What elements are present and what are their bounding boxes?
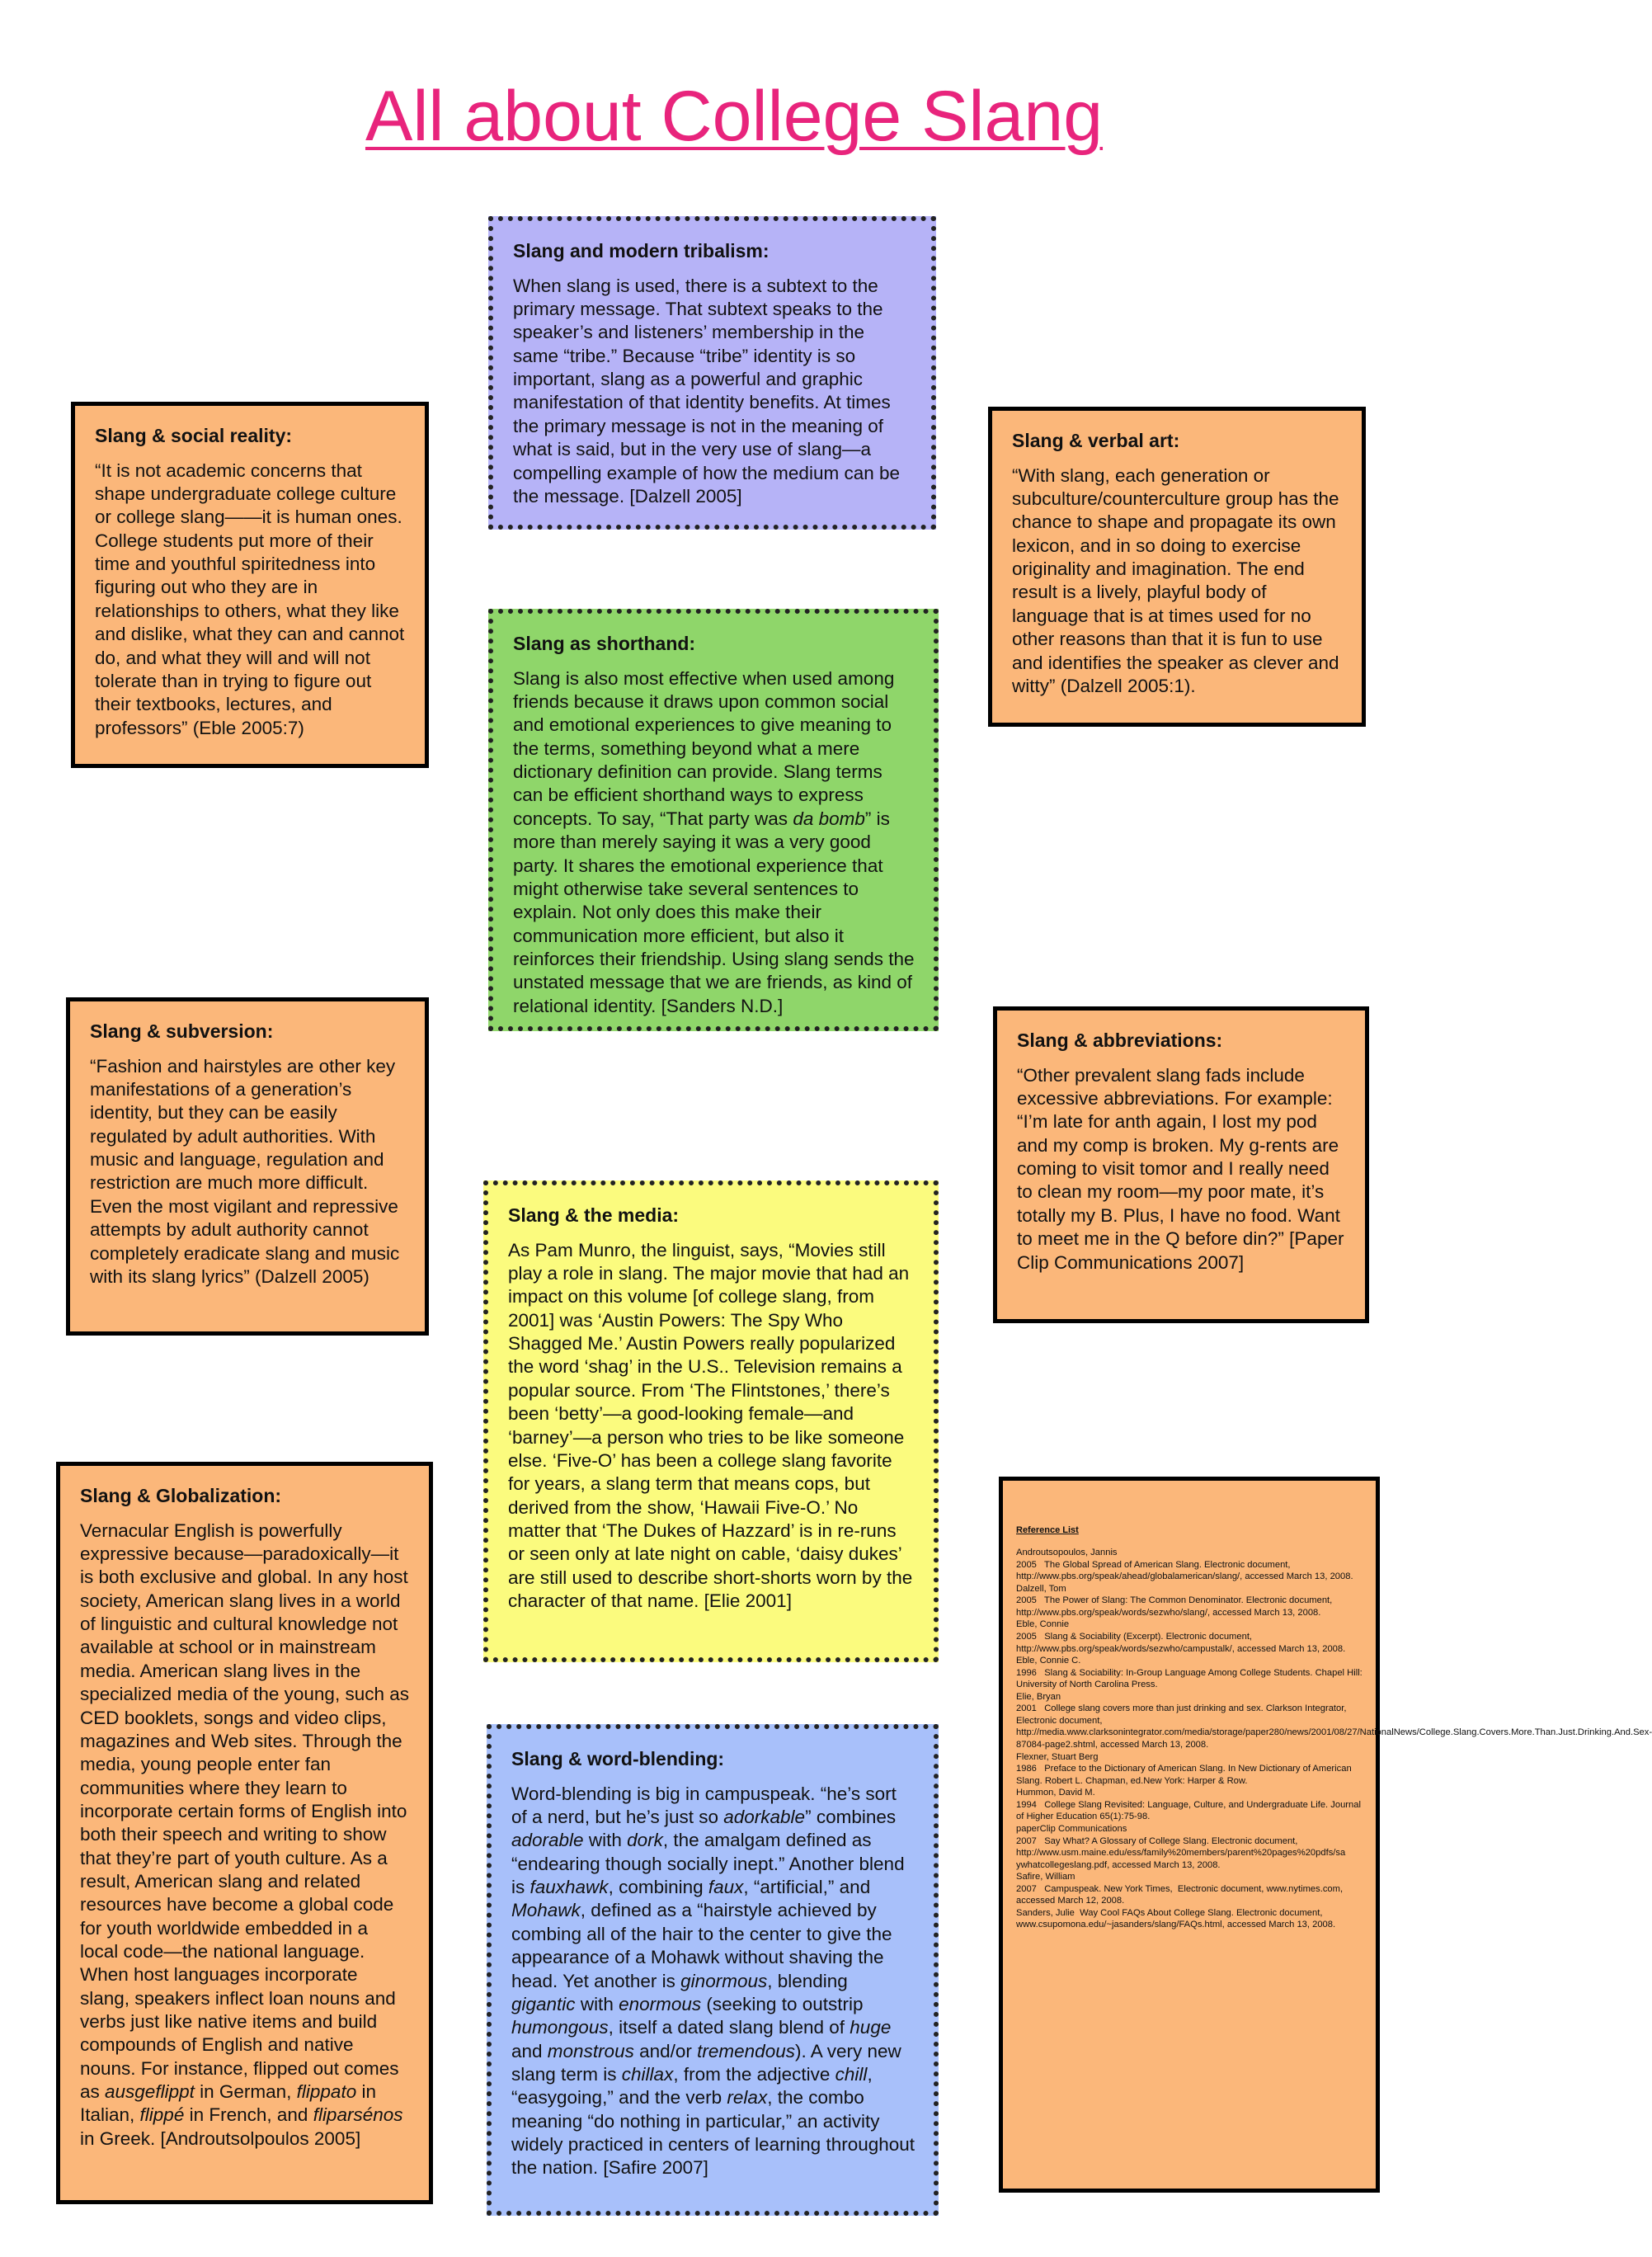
box-references <box>999 1477 1652 2193</box>
reference-line: 2005 The Global Spread of American Slang. Electronic document, http://www.pbs.org/speak/ahead/globalamerican/slang/, accessed March 13, 2008. <box>1016 1559 1353 1582</box>
reference-line: Flexner, Stuart Berg <box>1016 1751 1099 1762</box>
box-heading: Slang & abbreviations: <box>1017 1030 1223 1051</box>
reference-line: 2005 Slang & Sociability (Excerpt). Electronic document, http://www.pbs.org/speak/words/sezwho/campustalk/, accessed March 13, 2008. <box>1016 1631 1346 1654</box>
reference-line: Hummon, David M. <box>1016 1788 1095 1798</box>
box-globalization <box>56 1462 433 2204</box>
box-body: “With slang, each generation or subculture/counterculture group has the chance to shape and propagate its own lexicon, and in so doing to exercise originality and imagination. The end result is a lively, playful body of language that is at times used for no other reasons than that it is fun to use and identifies the speaker as clever and witty” (Dalzell 2005:1). <box>1012 464 1339 696</box>
box-subversion <box>66 997 429 1336</box>
box-modern-tribalism <box>488 216 936 530</box>
reference-line: Eble, Connie <box>1016 1619 1070 1630</box>
box-body: Slang is also most effective when used among friends because it draws upon common social and emotional experiences to give meaning to the terms, something beyond what a mere dictionary definition can provide. Slang terms can be efficient shorthand ways to express concepts. To say, “That party was da bomb” is more than merely saying it was a very good party. It shares the emotional experience that might otherwise take several sentences to explain. Not only does this make their communication more efficient, but also it reinforces their friendship. Using slang sends the unstated message that we are friends, as kind of relational identity. [Sanders N.D.] <box>513 667 915 1016</box>
box-heading: Slang & the media: <box>508 1204 680 1226</box>
reference-line: Elie, Bryan <box>1016 1691 1061 1702</box>
box-heading: Slang & word-blending: <box>511 1748 725 1769</box>
box-body: “Other prevalent slang fads include excessive abbreviations. For example: “I’m late for anth again, I lost my pod and my comp is broken. My g-rents are coming to visit tomor and I really need to clean my room—my poor mate, it’s totally my B. Plus, I have no food. Want to meet me in the Q before din?” [Paper Clip Communications 2007] <box>1017 1064 1344 1273</box>
box-heading: Slang and modern tribalism: <box>513 240 770 262</box>
reference-heading: Reference List <box>1016 1525 1079 1535</box>
box-body: When slang is used, there is a subtext to the primary message. That subtext speaks to the speaker’s and listeners’ membership in the same “tribe.” Because “tribe” identity is so important, slang as a powerful and graphic manifestation of that identity benefits. At times the primary message is not in the meaning of what is said, but in the very use of slang—a compelling example of how the medium can be the message. [Dalzell 2005] <box>513 275 901 507</box>
box-body: As Pam Munro, the linguist, says, “Movies still play a role in slang. The major movie that had an impact on this volume [of college slang, from 2001] was ‘Austin Powers: The Spy Who Shagged Me.’ Austin Powers really popularized the word ‘shag’ in the U.S.. Television remains a popular source. From ‘The Flintstones,’ there’s been ‘betty’—a good-looking female—and ‘barney’—a person who tries to be like someone else. ‘Five-O’ has been a college slang favorite for years, a slang term that means cops, but derived from the show, ‘Hawaii Five-O.’ No matter that ‘The Dukes of Hazzard’ is in re-runs or seen only at late night on cable, ‘daisy dukes’ are still used to describe short-shorts worn by the character of that name. [Elie 2001] <box>508 1239 913 1611</box>
reference-line: 2007 Campuspeak. New York Times, Electronic document, www.nytimes.com, accessed March 12, 2008. <box>1016 1883 1346 1906</box>
reference-line: 2001 College slang covers more than just drinking and sex. Clarkson Integrator, Electronic document, http://media.www.clarksonintegrator.com/media/storage/paper280/news/2001/08/27/NationalNews/College.Slang.Covers.More.Than.Just.Drinking.And.Sex-87084-page2.shtml, accessed March 13, 2008. <box>1016 1703 1652 1750</box>
reference-line: 2007 Say What? A Glossary of College Slang. Electronic document, http://www.usm.maine.edu/ess/family%20members/parent%20pages%20pdfs/sa ywhatcollegeslang.pdf, accessed March 13, 2008. <box>1016 1835 1348 1870</box>
reference-line: 1996 Slang & Sociability: In-Group Language Among College Students. Chapel Hill: University of North Carolina Press. <box>1016 1667 1365 1690</box>
reference-line: Eble, Connie C. <box>1016 1656 1081 1666</box>
box-body: “It is not academic concerns that shape undergraduate college culture or college slang——it is human ones. College students put more of their time and youthful spiritedness into figuring out who they are in relationships to others, what they like and dislike, what they can and cannot do, and what they will and will not tolerate than in trying to figure out their textbooks, lectures, and professors” (Eble 2005:7) <box>95 459 405 738</box>
box-media <box>483 1180 939 1662</box>
reference-line: Sanders, Julie Way Cool FAQs About College Slang. Electronic document, www.csupomona.edu/~jasanders/slang/FAQs.html, accessed March 13, 2008. <box>1016 1907 1336 1930</box>
reference-line: 1986 Preface to the Dictionary of American Slang. In New Dictionary of American Slang. Robert L. Chapman, ed.New York: Harper & Row. <box>1016 1764 1354 1786</box>
box-heading: Slang & verbal art: <box>1012 430 1180 451</box>
box-heading: Slang & Globalization: <box>80 1485 282 1506</box>
reference-line: 2005 The Power of Slang: The Common Denominator. Electronic document, http://www.pbs.org/speak/words/sezwho/slang/, accessed March 13, 2008. <box>1016 1595 1335 1618</box>
box-social-reality <box>71 402 429 768</box>
box-verbal-art <box>988 407 1366 727</box>
reference-line: Safire, William <box>1016 1872 1075 1882</box>
box-word-blending <box>487 1724 939 2216</box>
box-heading: Slang & subversion: <box>90 1020 274 1042</box>
box-body: Word-blending is big in campuspeak. “he’s sort of a nerd, but he’s just so adorkable” combines adorable with dork, the amalgam defined as “endearing though socially inept.” Another blend is fauxhawk, combining faux, “artificial,” and Mohawk, defined as a “hairstyle achieved by combing all of the hair to the center to give the appearance of a Mohawk without shaving the head. Yet another is ginormous, blending gigantic with enormous (seeking to outstrip humongous, itself a dated slang blend of huge and monstrous and/or tremendous). A very new slang term is chillax, from the adjective chill, “easygoing,” and the verb relax, the combo meaning “do nothing in particular,” an activity widely practiced in centers of learning throughout the nation. [Safire 2007] <box>511 1783 915 2179</box>
box-shorthand <box>488 609 939 1031</box>
reference-line: Androutsopoulos, Jannis <box>1016 1548 1118 1557</box>
box-body: Vernacular English is powerfully expressive because—paradoxically—it is both exclusive and global. In any host society, American slang lives in a world of linguistic and cultural knowledge not available at school or in mainstream media. American slang lives in the specialized media of the young, such as CED booklets, songs and video clips, magazines and Web sites. Through the media, young people enter fan communities where they learn to incorporate certain forms of English into both their speech and writing to show that they’re part of youth culture. As a result, American slang and related resources have become a global code for youth worldwide embedded in a local code—the national language. When host languages incorporate slang, speakers inflect loan nouns and verbs just like native items and build compounds of English and native nouns. For instance, flipped out comes as ausgeflippt in German, flippato in Italian, flippé in French, and fliparsénos in Greek. [Androutsolpoulos 2005] <box>80 1520 409 2149</box>
box-heading: Slang & social reality: <box>95 425 293 446</box>
box-heading: Slang as shorthand: <box>513 633 696 654</box>
reference-line: Dalzell, Tom <box>1016 1583 1066 1594</box>
reference-line: 1994 College Slang Revisited: Language, Culture, and Undergraduate Life. Journal of Higher Education 65(1):75-98. <box>1016 1799 1364 1822</box>
reference-line: paperClip Communications <box>1016 1823 1127 1834</box>
box-abbreviations <box>993 1006 1369 1323</box>
box-body: “Fashion and hairstyles are other key manifestations of a generation’s identity, but they can be easily regulated by adult authorities. With music and language, regulation and restriction are much more difficult. Even the most vigilant and repressive attempts by adult authority cannot completely eradicate slang and music with its slang lyrics” (Dalzell 2005) <box>90 1055 400 1287</box>
page-title: All about College Slang <box>365 77 1104 156</box>
